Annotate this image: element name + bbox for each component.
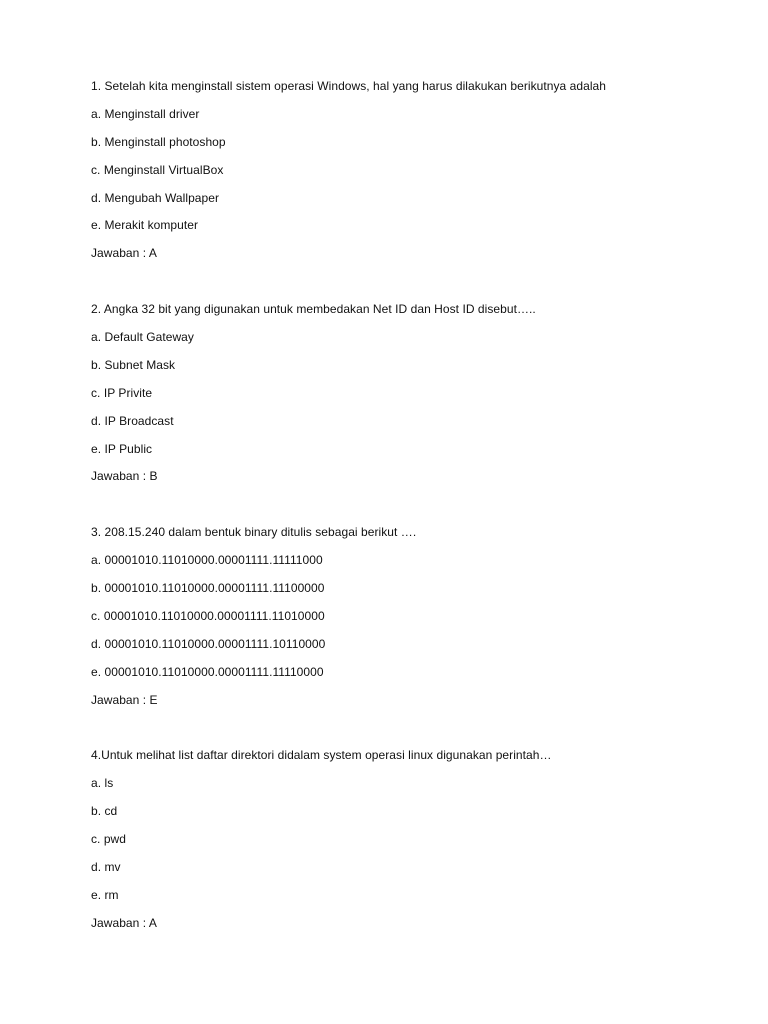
answer-text: Jawaban : A <box>91 246 157 261</box>
option-c: c. pwd <box>91 832 126 847</box>
option-e: e. 00001010.11010000.00001111.11110000 <box>91 664 324 679</box>
answer-text: Jawaban : E <box>91 692 158 707</box>
option-b: b. Menginstall photoshop <box>91 134 226 149</box>
spacer <box>91 717 731 745</box>
option-b: b. 00001010.11010000.00001111.11100000 <box>91 581 325 596</box>
option-a: a. 00001010.11010000.00001111.11111000 <box>91 553 323 568</box>
option-d: d. mv <box>91 859 121 874</box>
option-e: e. rm <box>91 887 119 902</box>
question-text: 3. 208.15.240 dalam bentuk binary ditulis sebagai berikut …. <box>91 525 417 540</box>
question-text: 1. Setelah kita menginstall sistem operasi Windows, hal yang harus dilakukan berikutnya adalah <box>91 79 606 93</box>
option-a: a. Default Gateway <box>91 330 194 345</box>
option-b: b. Subnet Mask <box>91 357 176 372</box>
spacer <box>91 271 731 299</box>
option-e: e. IP Public <box>91 441 153 456</box>
question-text: 4.Untuk melihat list daftar direktori didalam system operasi linux digunakan perintah… <box>91 748 552 763</box>
option-c: c. Menginstall VirtualBox <box>91 162 224 177</box>
option-e: e. Merakit komputer <box>91 218 198 233</box>
option-c: c. 00001010.11010000.00001111.11010000 <box>91 608 325 623</box>
option-d: d. IP Broadcast <box>91 413 174 428</box>
option-a: a. ls <box>91 776 114 791</box>
answer-text: Jawaban : A <box>91 915 157 930</box>
answer-text: Jawaban : B <box>91 469 158 484</box>
question-list <box>91 76 731 941</box>
spacer <box>91 494 731 522</box>
option-a: a. Menginstall driver <box>91 106 200 121</box>
option-b: b. cd <box>91 804 118 819</box>
option-c: c. IP Privite <box>91 385 153 400</box>
question-text: 2. Angka 32 bit yang digunakan untuk membedakan Net ID dan Host ID disebut….. <box>91 302 536 317</box>
option-d: d. Mengubah Wallpaper <box>91 190 220 205</box>
option-d: d. 00001010.11010000.00001111.10110000 <box>91 636 326 651</box>
